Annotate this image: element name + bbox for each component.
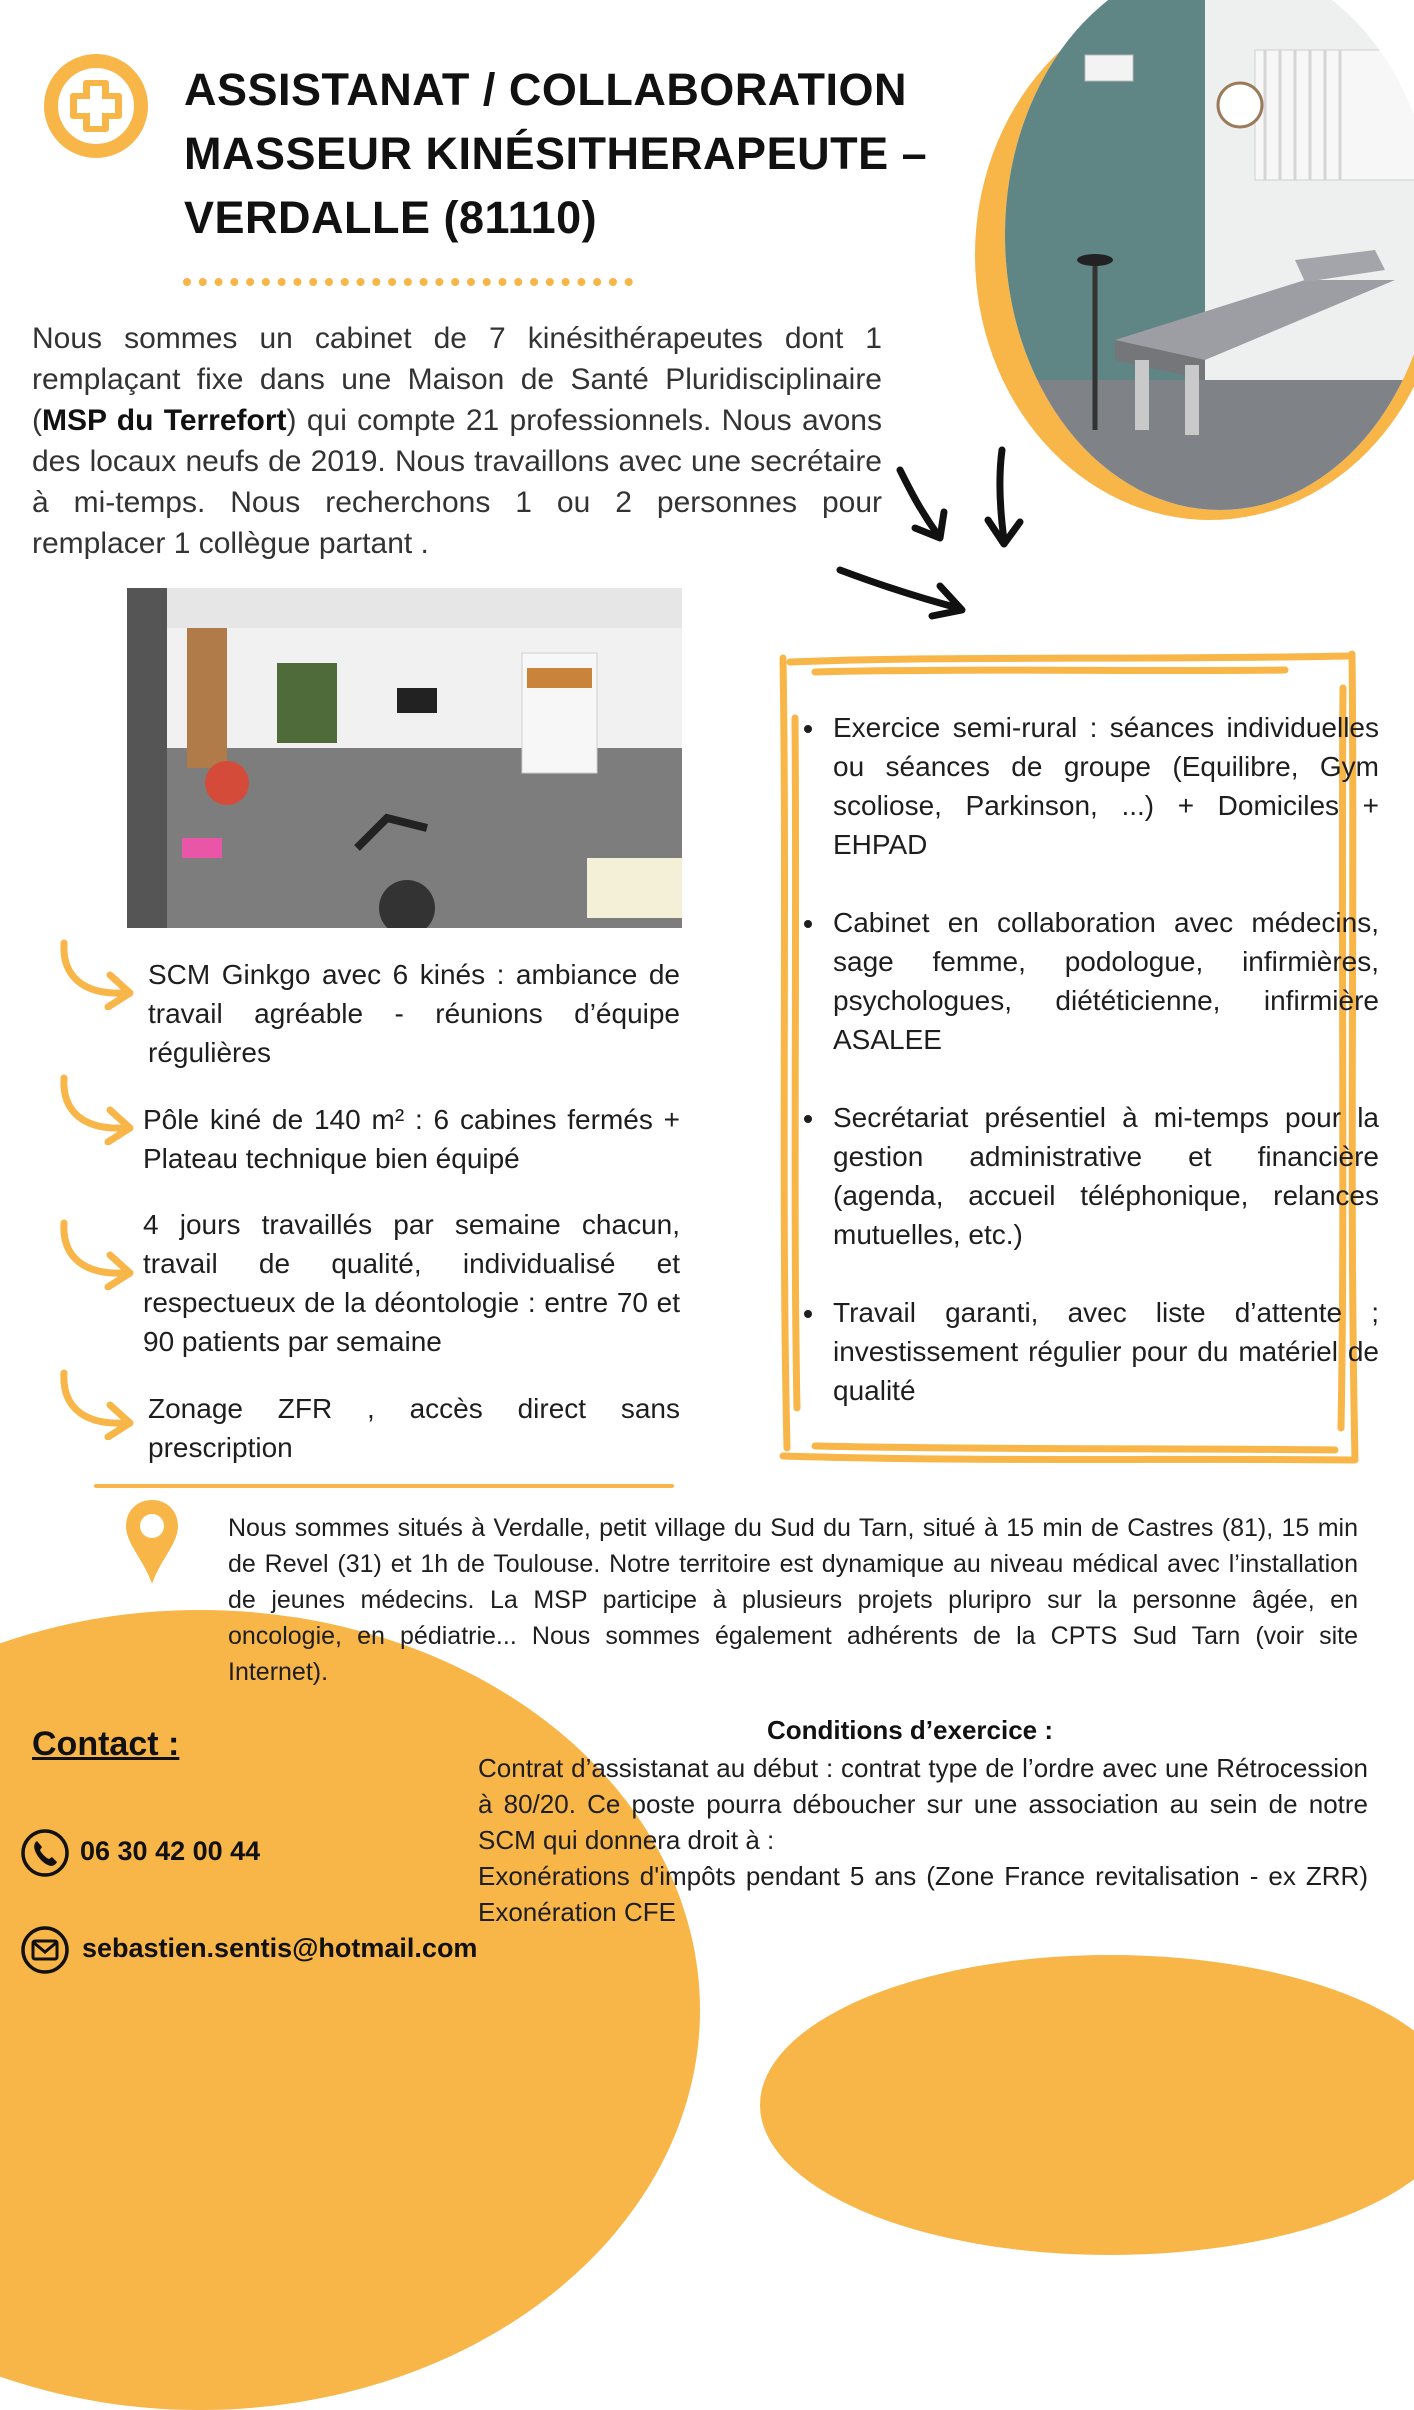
feature-item-scm: SCM Ginkgo avec 6 kinés : ambiance de travail agréable - réunions d’équipe régulières <box>148 959 680 1068</box>
decorative-blob-bottom-right <box>760 1955 1414 2255</box>
location-pin-icon <box>122 1496 182 1588</box>
intro-paragraph <box>32 318 882 564</box>
curved-arrow-icon <box>52 1070 142 1145</box>
condition-item-secretariat: • Secrétariat présentiel à mi-temps pour la gestion administrative et financière (agenda, accueil téléphonique, relances mutuelles, etc.) <box>827 1098 1379 1254</box>
curved-arrow-icon <box>52 1215 142 1290</box>
intro-text-2: ) qui compte 21 professionnels. Nous avons des locaux neufs de 2019. Nous travaillons avec une secrétaire à mi-temps. Nous recherchons 1 ou 2 personnes pour remplacer 1 collègue partant . <box>32 404 882 560</box>
email-link[interactable]: sebastien.sentis@hotmail.com <box>82 1933 478 1963</box>
condition-item-exercise: • Exercice semi-rural : séances individuelles ou séances de groupe (Equilibre, Gym scoliose, Parkinson, ...) + Domiciles + EHPAD <box>827 708 1379 864</box>
title-line-3: VERDALLE (81110) <box>184 192 598 243</box>
contact-title: Contact : <box>32 1725 180 1763</box>
conditions-exoneration-text: Exonérations d'impôts pendant 5 ans (Zone France revitalisation - ex ZRR) Exonération CFE <box>478 1861 1368 1927</box>
gym-room-photo <box>127 588 682 928</box>
feature-item-pole-kine: Pôle kiné de 140 m² : 6 cabines fermés + Plateau technique bien équipé <box>143 1104 680 1174</box>
page-title <box>184 58 944 250</box>
mail-icon <box>20 1925 70 1975</box>
title-line-1: ASSISTANAT / COLLABORATION <box>184 64 907 115</box>
intro-msp-name: MSP du Terrefort <box>42 404 287 437</box>
phone-number-link[interactable]: 06 30 42 00 44 <box>80 1836 261 1866</box>
intro-text-1: Nous sommes un cabinet de 7 kinésithérapeutes dont 1 remplaçant fixe dans une Maison de Santé Pluridisciplinaire ( <box>32 322 882 437</box>
medical-cross-icon <box>42 52 150 160</box>
location-paragraph: Nous sommes situés à Verdalle, petit village du Sud du Tarn, situé à 15 min de Castres (81), 15 min de Revel (31) et 1h de Toulouse. Notre territoire est dynamique au niveau médical avec l’installation de jeunes médecins. La MSP participe à plusieurs projets pluripro sur la personne âgée, en oncologie, en pédiatrie... Nous sommes également adhérents de la CPTS Sud Tarn (voir site Internet). <box>228 1514 1358 1686</box>
condition-item-collaboration: • Cabinet en collaboration avec médecins, sage femme, podologue, infirmières, psychologues, diététicienne, infirmière ASALEE <box>827 903 1379 1059</box>
conditions-contract-text: Contrat d’assistanat au début : contrat type de l’ordre avec une Rétrocession à 80/20. Ce poste pourra déboucher sur une association au sein de notre SCM qui donnera droit à : <box>478 1753 1368 1855</box>
feature-item-zonage: Zonage ZFR , accès direct sans prescription <box>148 1393 680 1463</box>
curved-arrow-icon <box>52 935 142 1010</box>
conditions-list <box>793 708 1379 1449</box>
feature-item-working-days: 4 jours travaillés par semaine chacun, travail de qualité, individualisé et respectueux de la déontologie : entre 70 et 90 patients par semaine <box>143 1209 680 1357</box>
title-underline <box>183 278 633 286</box>
conditions-heading: Conditions d’exercice : <box>766 1715 1054 1745</box>
curved-arrow-icon <box>52 1365 142 1440</box>
title-line-2: MASSEUR KINÉSITHERAPEUTE – <box>184 128 928 179</box>
hand-drawn-arrows-icon <box>820 440 1050 630</box>
section-divider <box>94 1484 674 1488</box>
conditions-paragraph <box>478 1750 1368 1930</box>
phone-icon <box>20 1828 70 1878</box>
condition-item-guaranteed-work: • Travail garanti, avec liste d’attente ; investissement régulier pour du matériel de qualité <box>827 1293 1379 1410</box>
